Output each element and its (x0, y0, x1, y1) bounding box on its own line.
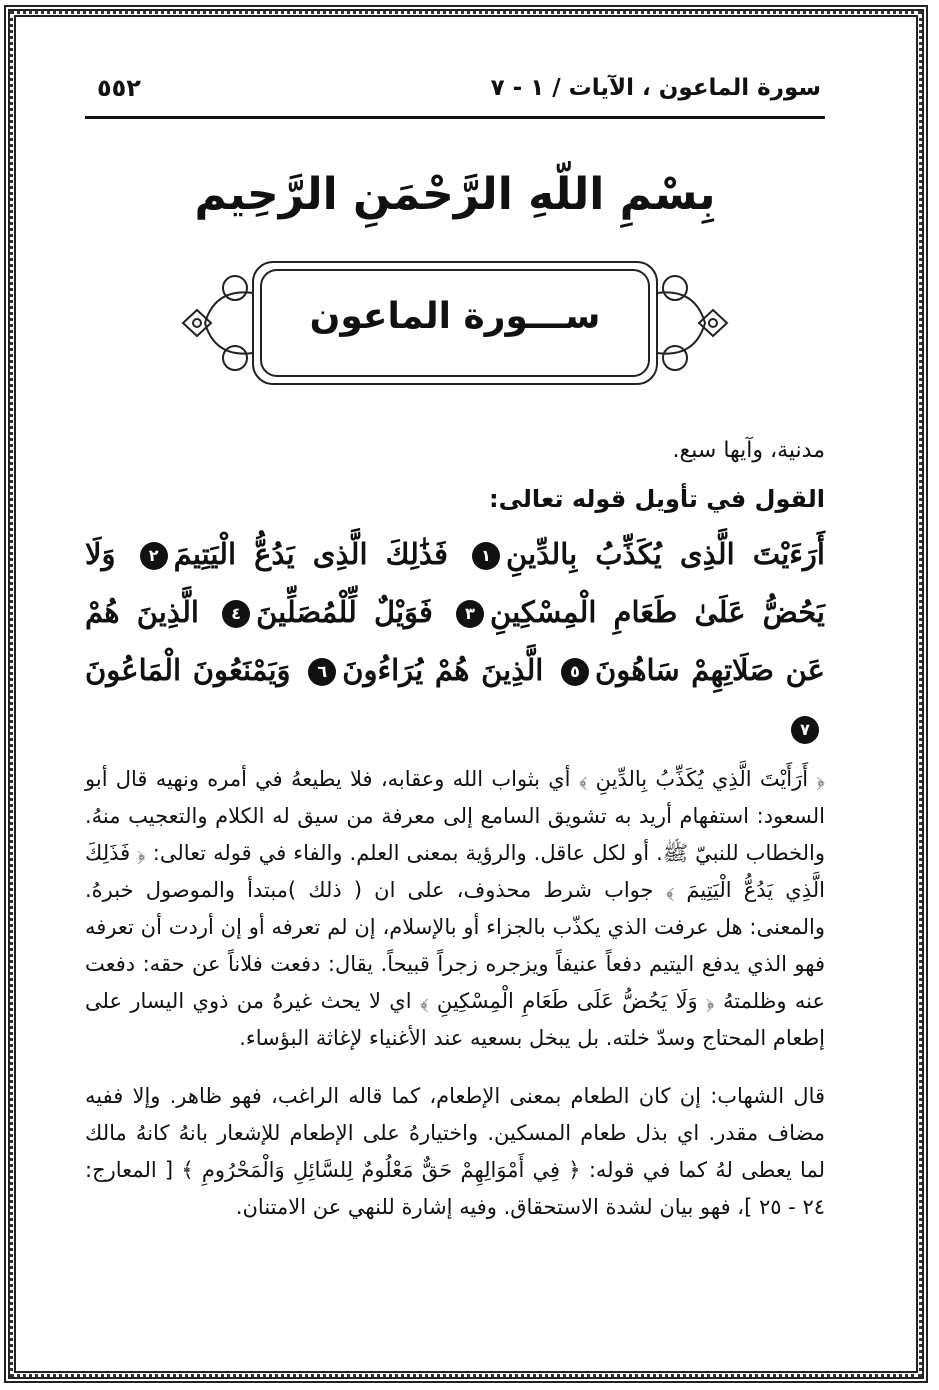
commentary-paragraph: قال الشهاب: إن كان الطعام بمعنى الإطعام، كما قاله الراغب، فهو ظاهر. وإلا ففيه مضاف مقدر. اي بذل طعام المسكين. واختيارهُ على الإطعام للإشعار بانهُ كانهُ مالك لما يعطى لهُ كما في قوله: ﴿ فِي أَمْوَالِهِمْ حَقٌّ مَعْلُومٌ لِلسَّائِلِ وَالْمَحْرُومِ ﴾ [ المعارج: ٢٤ - ٢٥ ]، فهو بيان لشدة الاستحقاق. وفيه إشارة للنهي عن الامتنان. (85, 1084, 825, 1219)
verse-text: الَّذِينَ هُمْ يُرَاءُونَ (342, 653, 544, 687)
book-page (85, 60, 825, 1360)
section-heading: القول في تأويل قوله تعالى: (489, 485, 825, 513)
verse-number-marker: ٤ (222, 600, 250, 628)
verse-text: أَرَءَيْتَ الَّذِى يُكَذِّبُ بِالدِّينِ (506, 537, 825, 571)
running-header (85, 60, 825, 119)
quran-verses (85, 525, 825, 757)
verse-number-marker: ١ (472, 542, 500, 570)
basmala: بِسْمِ اللّهِ الرَّحْمَنِ الرَّحِيم (194, 169, 716, 220)
running-title: سورة الماعون ، الآيات / ١ - ٧ (490, 75, 821, 101)
verse-text: وَيَمْنَعُونَ الْمَاعُونَ (85, 653, 291, 687)
verse-text: فَذَٰلِكَ الَّذِى يَدُعُّ الْيَتِيمَ (173, 537, 448, 571)
verse-text: وَلَا يَحُضُّ عَلَىٰ طَعَامِ الْمِسْكِينِ (85, 537, 825, 629)
verse-number-marker: ٢ (140, 542, 168, 570)
verse-number-marker: ٦ (308, 658, 336, 686)
surah-cartouche (175, 248, 735, 398)
commentary-paragraph: ﴿ أَرَأَيْتَ الَّذِي يُكَذِّبُ بِالدِّينِ ﴾ أي بثواب الله وعقابه، فلا يطيعهُ في أمره ونهيه قال أبو السعود: استفهام أريد به تشويق السامع إلى معرفة من سيق له الكلام والتعجيب منهُ. والخطاب للنبيّ ﷺ. أو لكل عاقل. والرؤية بمعنى العلم. والفاء في قوله تعالى: ﴿ فَذَلِكَ الَّذِي يَدُعُّ الْيَتِيمَ ﴾ جواب شرط محذوف، على ان ( ذلك )مبتدأ والموصول خبرهُ. والمعنى: هل عرفت الذي يكذّب بالجزاء أو بالإسلام، إن لم تعرفه أو إن أردت أن تعرفه فهو الذي يدفع اليتيم دفعاً عنيفاً ويزجره زجراً قبيحاً. يقال: دفعت فلاناً عن حقه: دفعت عنه وظلمتهُ ﴿ وَلَا يَحُضُّ عَلَى طَعَامِ الْمِسْكِينِ ﴾ اي لا يحث غيرهُ من ذوي اليسار على إطعام المحتاج وسدّ خلته. بل يبخل بسعيه عند الأغنياء لإغاثة البؤساء. (85, 767, 825, 1050)
surah-title: ســـورة الماعون (309, 296, 601, 337)
verse-number-marker: ٧ (791, 716, 819, 744)
verse-text: الَّذِينَ هُمْ عَن صَلَاتِهِمْ سَاهُونَ (85, 595, 825, 687)
verse-number-marker: ٣ (456, 600, 484, 628)
verse-number-marker: ٥ (561, 658, 589, 686)
revelation-note: مدنية، وآيها سبع. (672, 438, 825, 463)
page-number: ٥٥٢ (97, 74, 141, 102)
verse-text: فَوَيْلٌ لِّلْمُصَلِّينَ (256, 595, 433, 629)
